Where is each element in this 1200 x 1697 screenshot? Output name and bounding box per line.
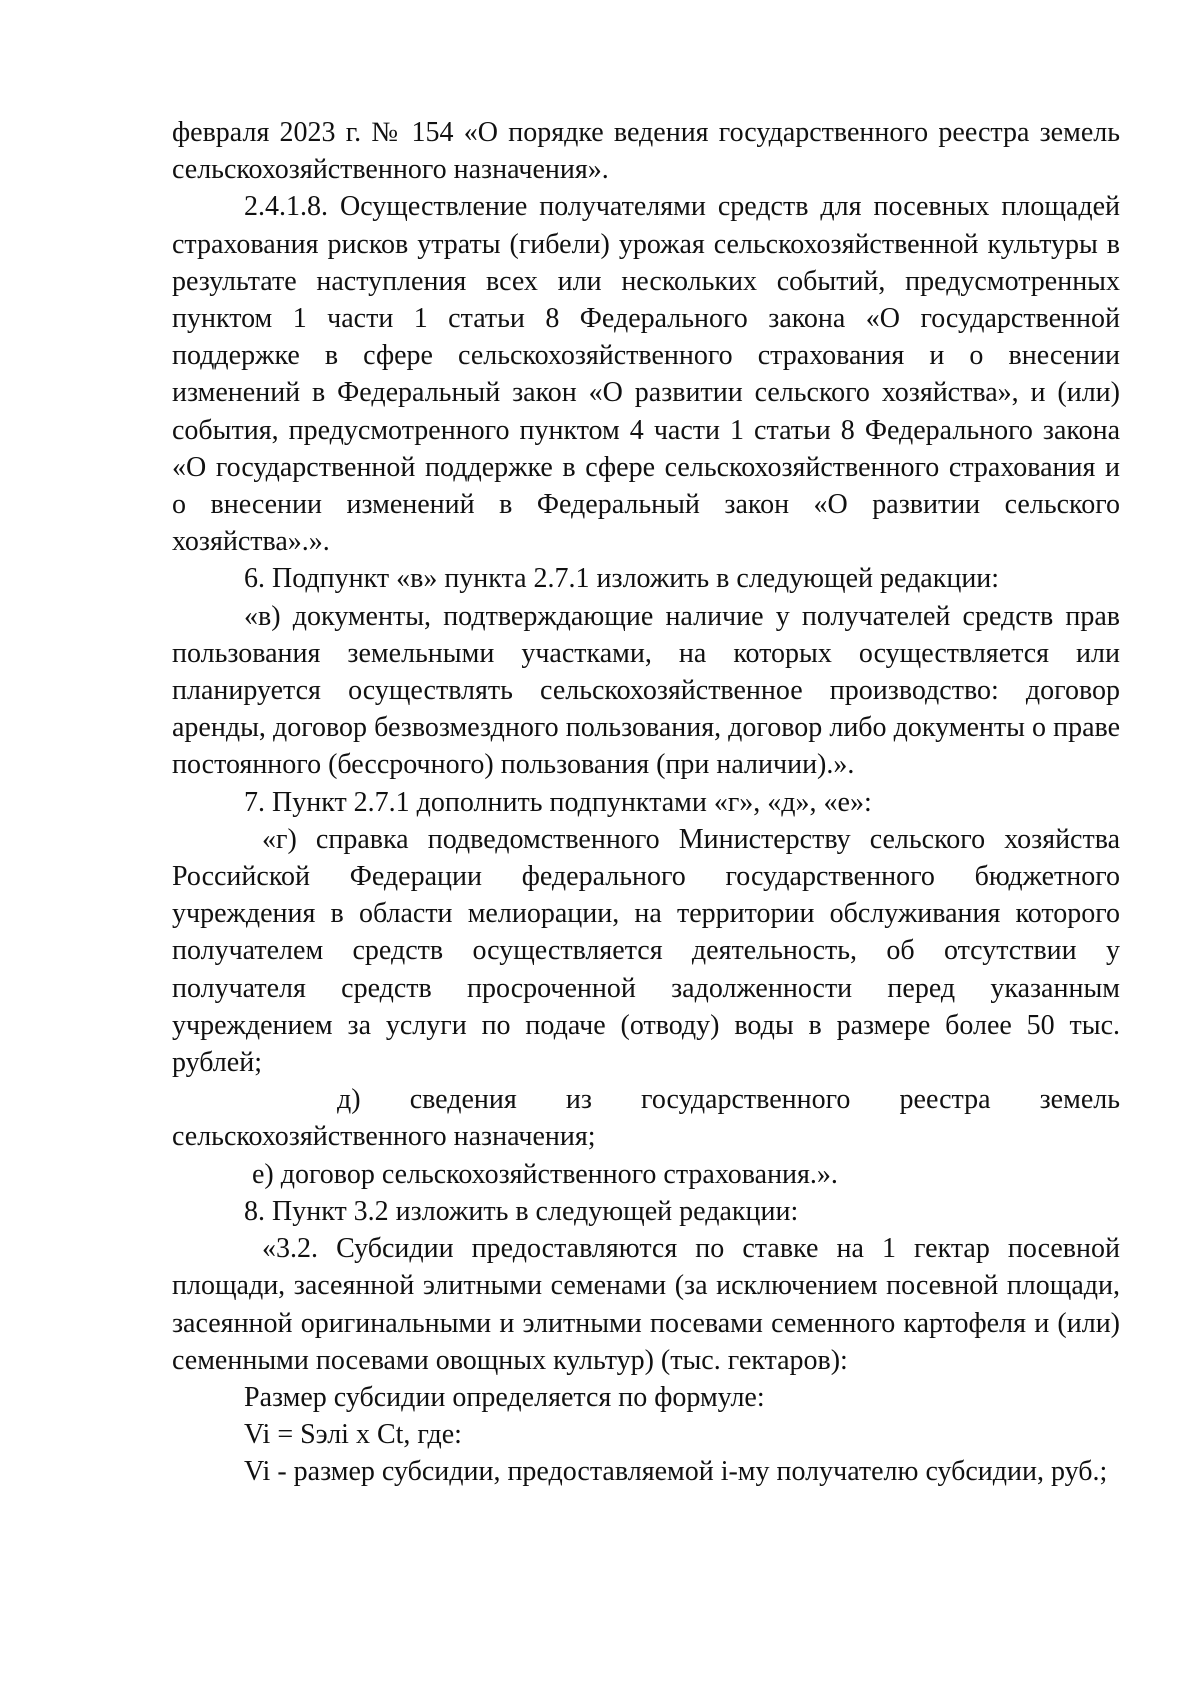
paragraph-item-6: 6. Подпункт «в» пункта 2.7.1 изложить в следующей редакции:	[244, 563, 1000, 595]
paragraph-item-8: 8. Пункт 3.2 изложить в следующей редакции:	[244, 1195, 799, 1227]
paragraph-registry-reference: февраля 2023 г. № 154 «О порядке ведения государственного реестра земель сельскохозяйственного назначения».	[172, 117, 1120, 186]
paragraph-subitem-v: «в) документы, подтверждающие наличие у получателей средств прав пользования земельными участками, на которых осуществляется или планируется осуществлять сельскохозяйственное производство: договор аренды, договор безвозмездного пользования, договор либо документы о праве постоянного (бессрочного) пользования (при наличии).».	[172, 600, 1120, 781]
paragraph-formula: Vi = Sэлi x Ct, где:	[244, 1419, 462, 1451]
paragraph-2-4-1-8: 2.4.1.8. Осуществление получателями средств для посевных площадей страхования рисков утраты (гибели) урожая сельскохозяйственной культуры в результате наступления всех или нескольких событий, предусмотренных пунктом 1 части 1 статьи 8 Федерального закона «О государственной поддержке в сфере сельскохозяйственного страхования и о внесении изменений в Федеральный закон «О развитии сельского хозяйства», и (или) события, предусмотренного пунктом 4 части 1 статьи 8 Федерального закона «О государственной поддержке в сфере сельскохозяйственного страхования и о внесении изменений в Федеральный закон «О развитии сельского хозяйства».».	[172, 191, 1120, 558]
paragraph-3-2: «3.2. Субсидии предоставляются по ставке на 1 гектар посевной площади, засеянной элитными семенами (за исключением посевной площади, засеянной оригинальными и элитными посевами семенного картофеля и (или) семенными посевами овощных культур) (тыс. гектаров):	[172, 1233, 1120, 1376]
document-body	[172, 114, 1120, 1491]
paragraph-item-7: 7. Пункт 2.7.1 дополнить подпунктами «г», «д», «е»:	[244, 786, 872, 818]
paragraph-subitem-d: д) сведения из государственного реестра земель сельскохозяйственного назначения;	[172, 1084, 1120, 1153]
paragraph-subitem-g: «г) справка подведомственного Министерству сельского хозяйства Российской Федерации федерального государственного бюджетного учреждения в области мелиорации, на территории обслуживания которого получателем средств осуществляется деятельность, об отсутствии у получателя средств просроченной задолженности перед указанным учреждением за услуги по подаче (отводу) воды в размере более 50 тыс. рублей;	[172, 823, 1120, 1079]
paragraph-formula-intro: Размер субсидии определяется по формуле:	[244, 1381, 765, 1413]
paragraph-subitem-e: е) договор сельскохозяйственного страхования.».	[252, 1158, 838, 1190]
paragraph-formula-definition: Vi - размер субсидии, предоставляемой i-му получателю субсидии, руб.;	[244, 1456, 1108, 1488]
